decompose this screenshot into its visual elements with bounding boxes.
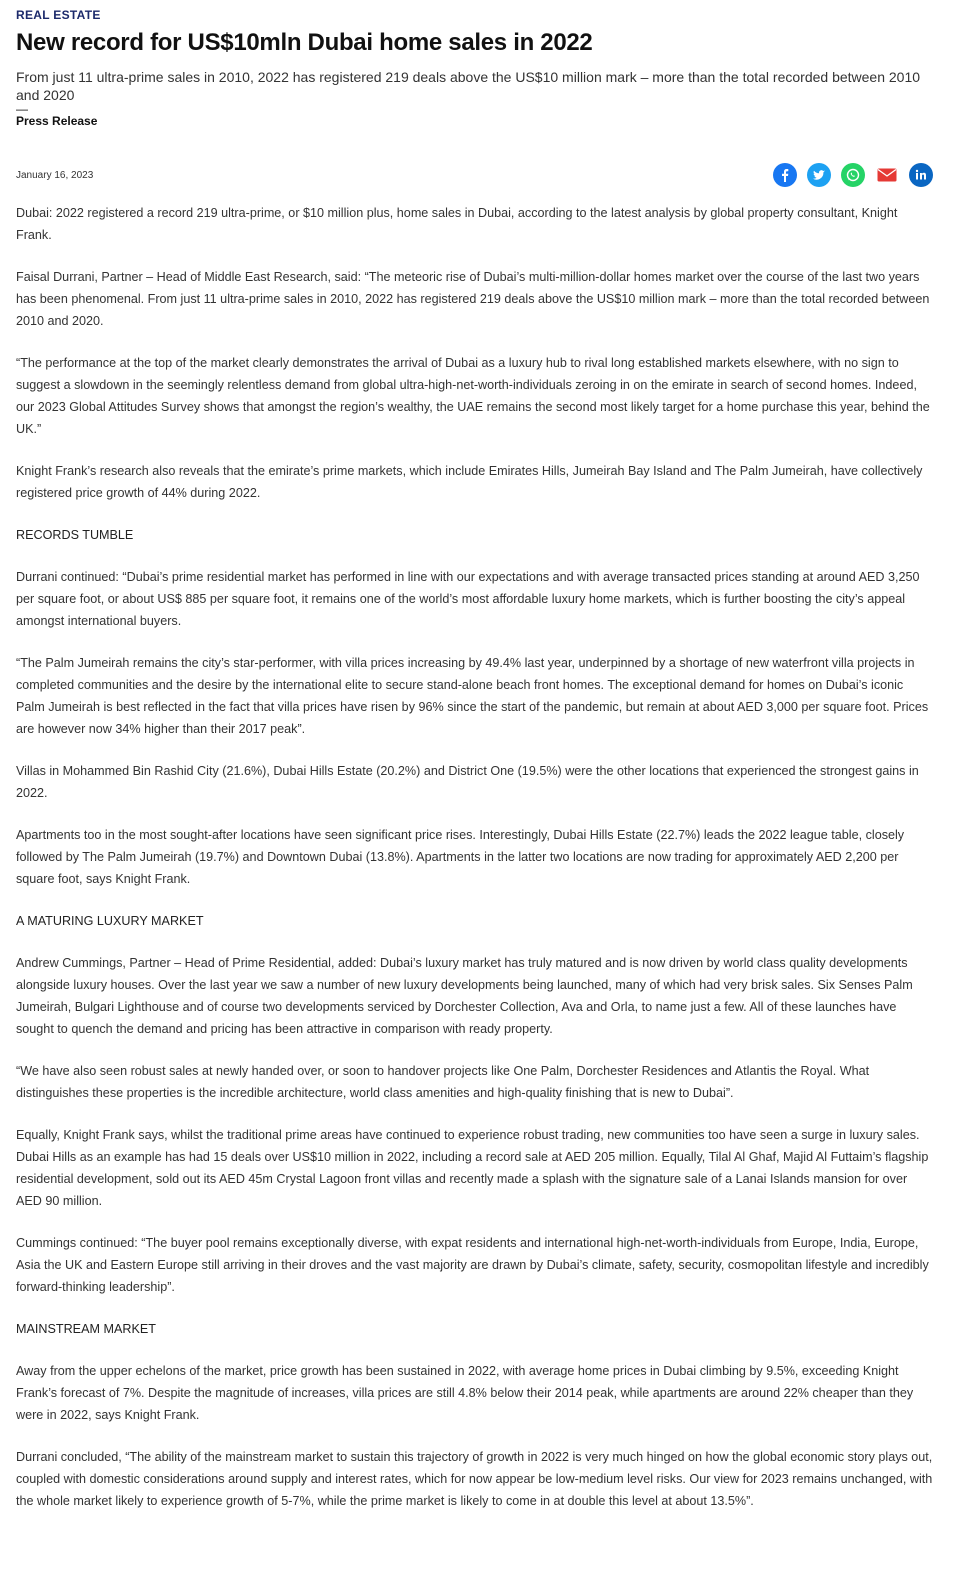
category-label[interactable]: REAL ESTATE [16,8,101,22]
email-icon[interactable] [875,163,899,187]
section-heading: MAINSTREAM MARKET [16,1322,156,1336]
paragraph: Villas in Mohammed Bin Rashid City (21.6%), Dubai Hills Estate (20.2%) and District One (19.5%) were the other locations that experienced the strongest gains in 2022. [16,764,919,800]
byline: Press Release [16,114,98,128]
section-heading: A MATURING LUXURY MARKET [16,914,204,928]
twitter-icon[interactable] [807,163,831,187]
paragraph: Apartments too in the most sought-after locations have seen significant price rises. Interestingly, Dubai Hills Estate (22.7%) leads the 2022 league table, closely followed by The Palm Jumeirah (19.7%) and Downtown Dubai (13.8%). Apartments in the latter two locations are now trading for approximately AED 2,200 per square foot, says Knight Frank. [16,828,905,886]
section-heading: RECORDS TUMBLE [16,528,134,542]
paragraph: Dubai: 2022 registered a record 219 ultra-prime, or $10 million plus, home sales in Dubai, according to the latest analysis by global property consultant, Knight Frank. [16,206,898,242]
paragraph: Knight Frank’s research also reveals that the emirate’s prime markets, which include Emirates Hills, Jumeirah Bay Island and The Palm Jumeirah, have collectively registered price growth of 44% during 2022. [16,464,923,500]
paragraph: Equally, Knight Frank says, whilst the traditional prime areas have continued to experience robust trading, new communities too have seen a surge in luxury sales. Dubai Hills as an example has had 15 deals over US$10 million in 2022, including a record sale at AED 205 million. Equally, Tilal Al Ghaf, Majid Al Futtaim’s flagship residential development, sold out its AED 45m Crystal Lagoon front villas and recently made a splash with the signature sale of a Lanai Islands mansion for over AED 90 million. [16,1128,929,1208]
paragraph: Cummings continued: “The buyer pool remains exceptionally diverse, with expat residents and international high-net-worth-individuals from Europe, India, Europe, Asia the UK and Eastern Europe still arriving in their droves and the vast majority are drawn by Dubai’s climate, safety, security, cosmopolitan lifestyle and incredibly forward-thinking leadership”. [16,1236,929,1294]
article-body [16,202,933,1512]
paragraph: “The Palm Jumeirah remains the city’s star-performer, with villa prices increasing by 49.4% last year, underpinned by a shortage of new waterfront villa projects in completed communities and the desire by the international elite to secure stand-alone beach front homes. The exceptional demand for homes on Dubai’s iconic Palm Jumeirah is best reflected in the fact that villa prices have risen by 96% since the start of the pandemic, but remain at about AED 3,000 per square foot. Prices are however now 34% higher than their 2017 peak”. [16,656,929,736]
paragraph: “The performance at the top of the market clearly demonstrates the arrival of Dubai as a luxury hub to rival long established markets elsewhere, with no sign to suggest a slowdown in the seemingly relentless demand from global ultra-high-net-worth-individuals zeroing in on the emirate in search of second homes. Indeed, our 2023 Global Attitudes Survey shows that amongst the region’s wealthy, the UAE remains the second most likely target for a home purchase this year, behind the UK.” [16,356,930,436]
linkedin-icon[interactable] [909,163,933,187]
paragraph: Away from the upper echelons of the market, price growth has been sustained in 2022, with average home prices in Dubai climbing by 9.5%, exceeding Knight Frank’s forecast of 7%. Despite the magnitude of increases, villa prices are still 4.8% below their 2014 peak, while apartments are around 22% cheaper than they were in 2022, says Knight Frank. [16,1364,914,1422]
paragraph: “We have also seen robust sales at newly handed over, or soon to handover projects like One Palm, Dorchester Residences and Atlantis the Royal. What distinguishes these properties is the incredible architecture, world class amenities and high-quality finishing that is new to Dubai”. [16,1064,870,1100]
meta-row [16,162,933,188]
standfirst: From just 11 ultra-prime sales in 2010, 2022 has registered 219 deals above the US$10 million mark – more than the total recorded between 2010 and 2020 [16,69,921,103]
publish-date: January 16, 2023 [16,169,94,181]
paragraph: Andrew Cummings, Partner – Head of Prime Residential, added: Dubai’s luxury market has truly matured and is now driven by world class quality developments alongside luxury houses. Over the last year we saw a number of new luxury developments being launched, many of which had very brisk sales. Six Senses Palm Jumeirah, Bulgari Lighthouse and of course two developments serviced by Dorchester Collection, Ava and Orla, to name just a few. All of these launches have sought to quench the demand and pricing has been attractive in comparison with ready property. [16,956,913,1036]
paragraph: Durrani concluded, “The ability of the mainstream market to sustain this trajectory of growth in 2022 is very much hinged on how the global economic story plays out, coupled with domestic considerations around supply and interest rates, which for now appear be low-medium level risks. Our view for 2023 remains unchanged, with the whole market likely to experience growth of 5-7%, while the prime market is likely to come in at double this level at about 13.5%”. [16,1450,933,1508]
share-bar [773,163,933,187]
byline-dash: — [16,102,28,116]
whatsapp-icon[interactable] [841,163,865,187]
paragraph: Faisal Durrani, Partner – Head of Middle East Research, said: “The meteoric rise of Dubai’s multi-million-dollar homes market over the course of the last two years has been phenomenal. From just 11 ultra-prime sales in 2010, 2022 has registered 219 deals above the US$10 million mark – more than the total recorded between 2010 and 2020. [16,270,930,328]
headline: New record for US$10mln Dubai home sales in 2022 [16,29,593,56]
facebook-icon[interactable] [773,163,797,187]
paragraph: Durrani continued: “Dubai’s prime residential market has performed in line with our expectations and with average transacted prices standing at around AED 3,250 per square foot, or about US$ 885 per square foot, it remains one of the world’s most affordable luxury home markets, which is further boosting the city’s appeal amongst international buyers. [16,570,920,628]
